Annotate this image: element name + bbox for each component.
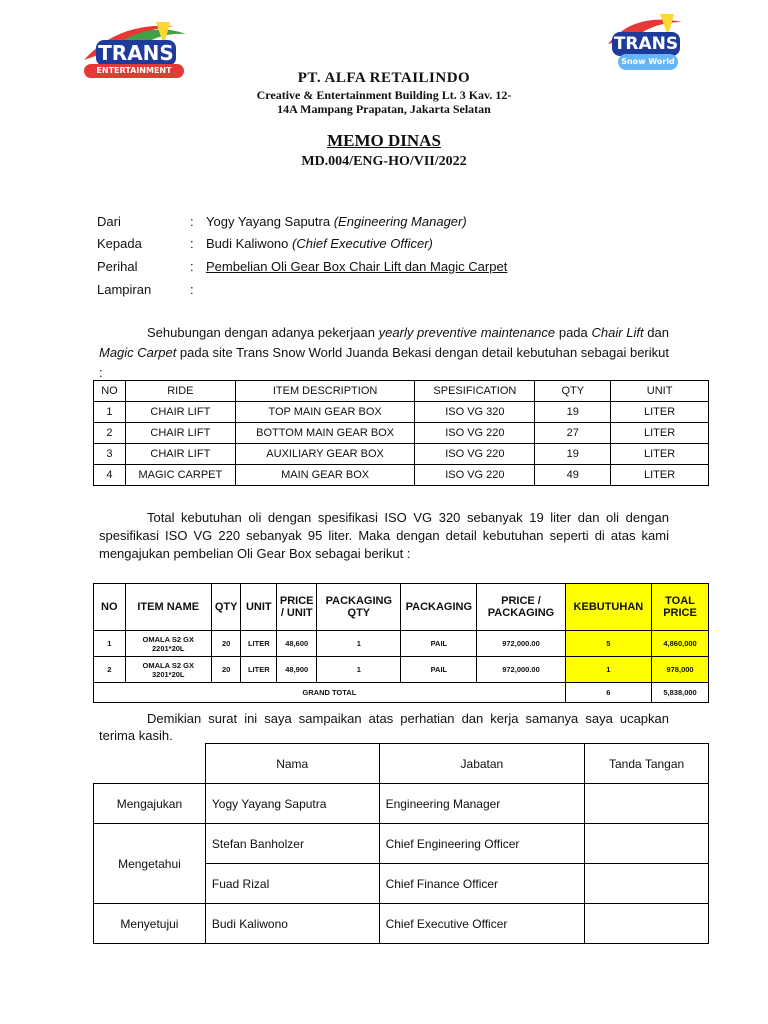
table-cell: 3 (94, 444, 126, 465)
meta-value: Yogy Yayang Saputra (Engineering Manager) (206, 214, 467, 229)
col-header: Jabatan (379, 744, 585, 784)
col-header-blank (94, 744, 206, 784)
signature-cell (585, 824, 709, 864)
meta-sep: : (190, 236, 194, 251)
table-cell: LITER (611, 465, 709, 486)
meta-key: Perihal (97, 259, 138, 274)
table-cell: TOP MAIN GEAR BOX (235, 402, 415, 423)
table-cell: 48,900 (277, 657, 317, 683)
col-header: NO (94, 584, 126, 631)
grand-total-row (94, 683, 709, 703)
col-header: QTY (211, 584, 240, 631)
table-row (94, 423, 709, 444)
table-cell: BOTTOM MAIN GEAR BOX (235, 423, 415, 444)
table-header-row (94, 381, 709, 402)
logo-subword: Snow World (621, 57, 675, 66)
meta-value: Pembelian Oli Gear Box Chair Lift dan Magic Carpet (206, 259, 508, 274)
table-cell: 48,600 (277, 631, 317, 657)
table-cell: 4 (94, 465, 126, 486)
role-cell: Menyetujui (94, 904, 206, 944)
col-header: PACKAGING QTY (317, 584, 401, 631)
position-cell: Engineering Manager (379, 784, 585, 824)
table-cell: 4,860,000 (652, 631, 709, 657)
table-row (94, 784, 709, 824)
table-cell: 972,000.00 (477, 657, 565, 683)
meta-dari (0, 214, 768, 232)
table-row (94, 402, 709, 423)
paragraph-total: Total kebutuhan oli dengan spesifikasi ISO VG 320 sebanyak 19 liter dan oli dengan spesifikasi ISO VG 220 sebanyak 95 liter. Maka dengan detail kebutuhan seperti di atas kami mengajukan pembelian Oli Gear Box sebagai berikut : (99, 510, 669, 561)
table-cell: OMALA S2 GX 2201*20L (125, 631, 211, 657)
purchase-table (93, 583, 709, 703)
table-cell: 2 (94, 423, 126, 444)
table-cell: LITER (611, 402, 709, 423)
col-header: Tanda Tangan (585, 744, 709, 784)
position-cell: Chief Finance Officer (379, 864, 585, 904)
grand-total-label: GRAND TOTAL (94, 683, 566, 703)
table-cell: LITER (611, 444, 709, 465)
table-cell: 1 (317, 657, 401, 683)
table-cell: MAGIC CARPET (125, 465, 235, 486)
table-cell: 972,000.00 (477, 631, 565, 657)
table-cell: 49 (535, 465, 611, 486)
meta-key: Lampiran (97, 282, 152, 297)
col-header: UNIT (611, 381, 709, 402)
meta-sep: : (190, 282, 194, 297)
col-header: KEBUTUHAN (565, 584, 651, 631)
meta-kepada (0, 236, 768, 254)
col-header: SPESIFICATION (415, 381, 535, 402)
table-cell: 20 (211, 657, 240, 683)
col-header: UNIT (241, 584, 277, 631)
table-cell: OMALA S2 GX 3201*20L (125, 657, 211, 683)
col-header: PACKAGING (401, 584, 477, 631)
signature-cell (585, 864, 709, 904)
table-cell: CHAIR LIFT (125, 423, 235, 444)
meta-sep: : (190, 259, 194, 274)
paragraph-intro: Sehubungan dengan adanya pekerjaan yearly preventive maintenance pada Chair Lift dan Magic Carpet pada site Trans Snow World Juanda Bekasi dengan detail kebutuhan sebagai berikut : (99, 325, 669, 380)
col-header: PRICE / UNIT (277, 584, 317, 631)
grand-total-price: 5,838,000 (652, 683, 709, 703)
signature-cell (585, 784, 709, 824)
grand-total-kebutuhan: 6 (565, 683, 651, 703)
table-header-row (94, 744, 709, 784)
col-header: PRICE / PACKAGING (477, 584, 565, 631)
table-cell: 1 (565, 657, 651, 683)
table-row (94, 904, 709, 944)
table-cell: 978,000 (652, 657, 709, 683)
col-header: ITEM DESCRIPTION (235, 381, 415, 402)
name-cell: Stefan Banholzer (205, 824, 379, 864)
requirements-table (93, 380, 709, 486)
meta-key: Dari (97, 214, 121, 229)
table-row (94, 824, 709, 864)
company-name: PT. ALFA RETAILINDO (297, 70, 471, 86)
meta-key: Kepada (97, 236, 142, 251)
meta-value: Budi Kaliwono (Chief Executive Officer) (206, 236, 433, 251)
table-cell: 19 (535, 402, 611, 423)
table-cell: MAIN GEAR BOX (235, 465, 415, 486)
col-header: Nama (205, 744, 379, 784)
table-cell: ISO VG 220 (415, 444, 535, 465)
col-header: TOAL PRICE (652, 584, 709, 631)
table-cell: AUXILIARY GEAR BOX (235, 444, 415, 465)
logo-word: TRANS (98, 41, 174, 65)
table-cell: PAIL (401, 657, 477, 683)
table-cell: PAIL (401, 631, 477, 657)
table-header-row (94, 584, 709, 631)
meta-lampiran (0, 282, 768, 300)
role-cell: Mengajukan (94, 784, 206, 824)
name-cell: Yogy Yayang Saputra (205, 784, 379, 824)
meta-sep: : (190, 214, 194, 229)
memo-number: MD.004/ENG-HO/VII/2022 (301, 154, 467, 169)
table-cell: LITER (241, 631, 277, 657)
logo-word: TRANS (613, 34, 679, 54)
table-cell: 20 (211, 631, 240, 657)
table-cell: LITER (241, 657, 277, 683)
table-cell: ISO VG 320 (415, 402, 535, 423)
table-row (94, 657, 709, 683)
table-cell: 1 (94, 402, 126, 423)
logo-subword: ENTERTAINMENT (96, 66, 172, 75)
table-cell: CHAIR LIFT (125, 444, 235, 465)
address-line-2: 14A Mampang Prapatan, Jakarta Selatan (277, 102, 491, 116)
table-cell: CHAIR LIFT (125, 402, 235, 423)
col-header: NO (94, 381, 126, 402)
paragraph-closing: Demikian surat ini saya sampaikan atas perhatian dan kerja samanya saya ucapkan terima kasih. (99, 711, 669, 743)
table-cell: 5 (565, 631, 651, 657)
col-header: RIDE (125, 381, 235, 402)
table-cell: ISO VG 220 (415, 423, 535, 444)
table-cell: ISO VG 220 (415, 465, 535, 486)
table-cell: 19 (535, 444, 611, 465)
memo-title: MEMO DINAS (327, 131, 441, 150)
table-cell: 1 (317, 631, 401, 657)
col-header: ITEM NAME (125, 584, 211, 631)
role-cell: Mengetahui (94, 824, 206, 904)
signature-cell (585, 904, 709, 944)
table-cell: 1 (94, 631, 126, 657)
table-row (94, 444, 709, 465)
table-row (94, 631, 709, 657)
table-cell: LITER (611, 423, 709, 444)
approval-table (93, 743, 709, 944)
position-cell: Chief Executive Officer (379, 904, 585, 944)
name-cell: Fuad Rizal (205, 864, 379, 904)
position-cell: Chief Engineering Officer (379, 824, 585, 864)
address-line-1: Creative & Entertainment Building Lt. 3 Kav. 12- (256, 88, 512, 102)
col-header: QTY (535, 381, 611, 402)
table-cell: 27 (535, 423, 611, 444)
table-cell: 2 (94, 657, 126, 683)
meta-perihal (0, 259, 768, 277)
name-cell: Budi Kaliwono (205, 904, 379, 944)
trans-snow-world-logo (604, 14, 688, 78)
table-row (94, 465, 709, 486)
